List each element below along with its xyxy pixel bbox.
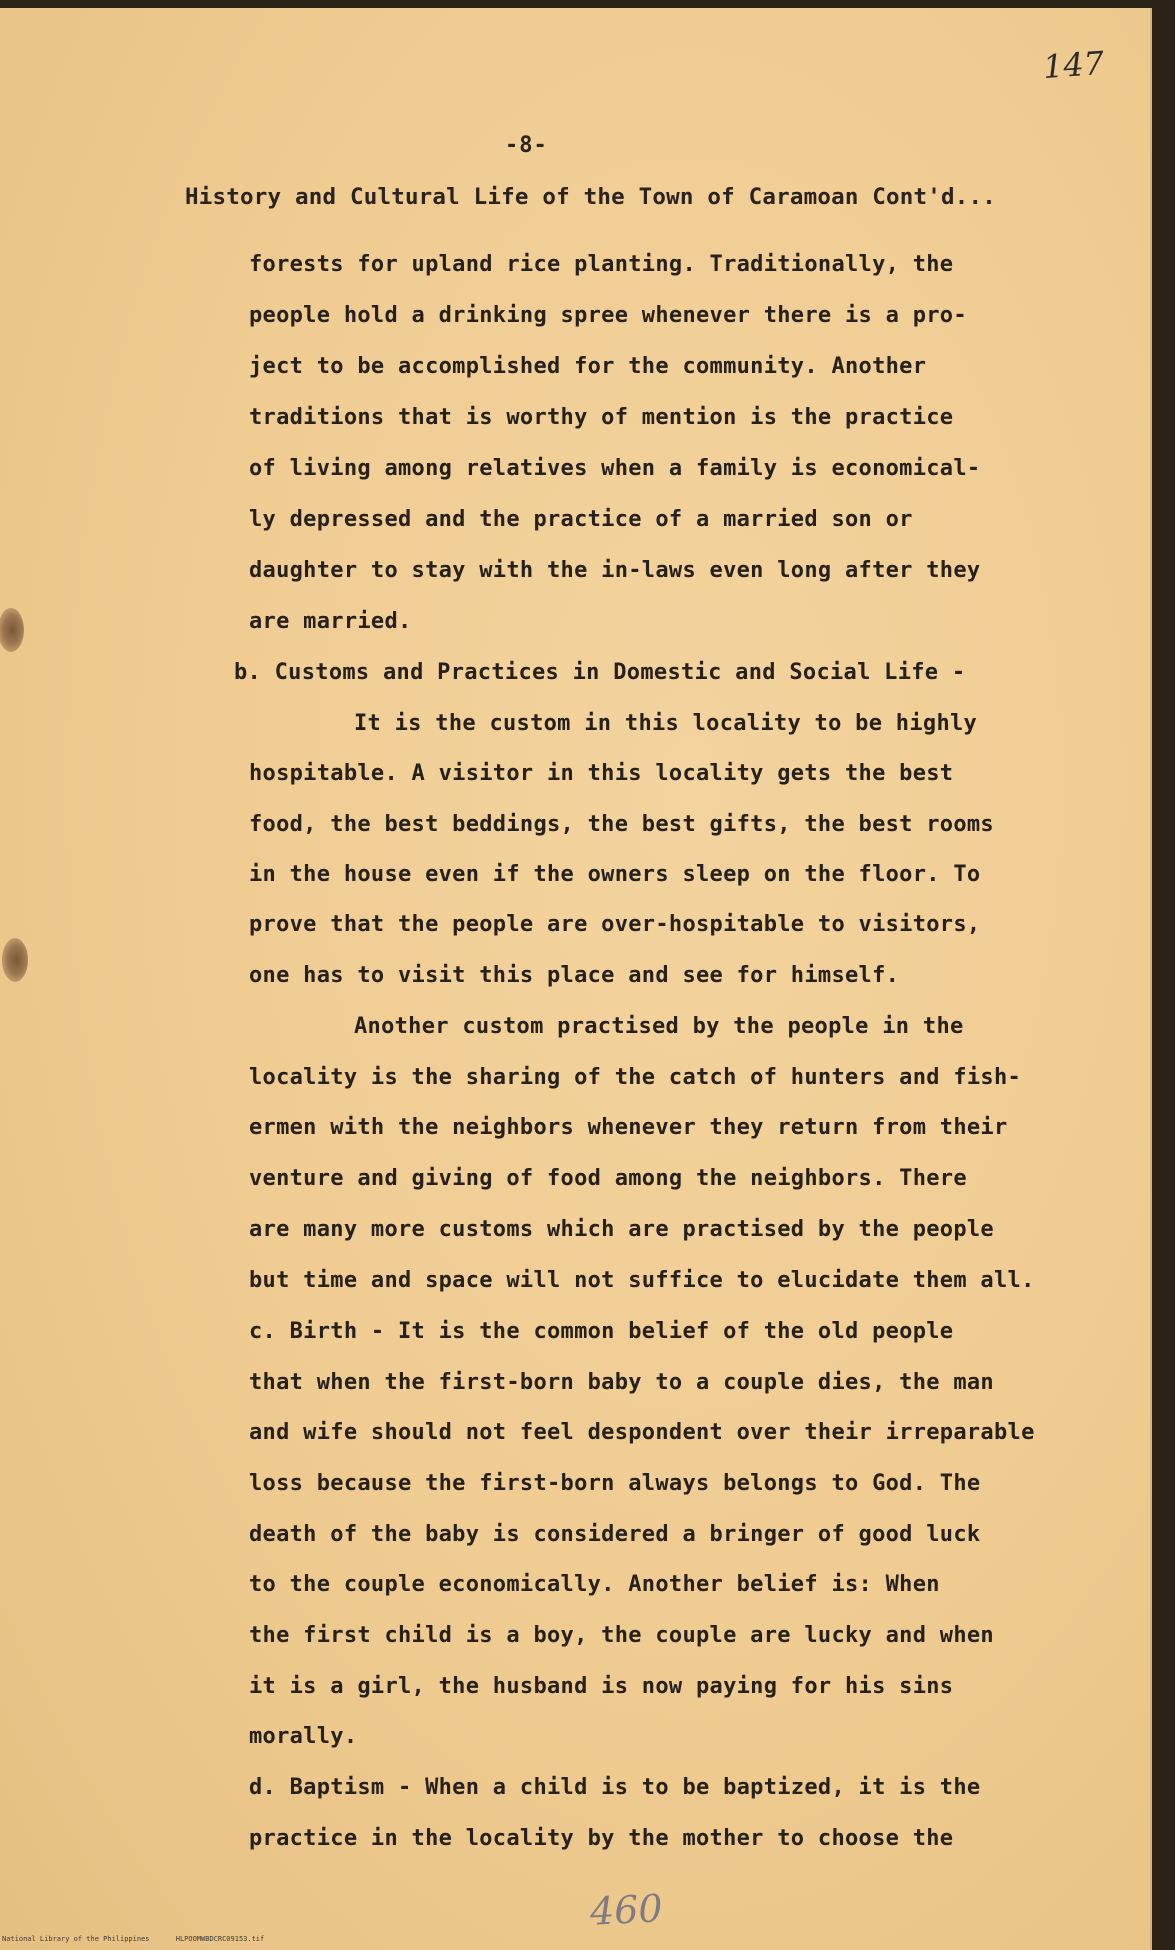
- body-line: to the couple economically. Another belief is: When: [249, 1572, 940, 1597]
- body-line: forests for upland rice planting. Traditionally, the: [249, 252, 954, 277]
- footer-file-id: HLPOOMWBDCRC09153.tif: [175, 1935, 265, 1943]
- body-line: venture and giving of food among the neighbors. There: [249, 1166, 967, 1191]
- body-line: loss because the first-born always belongs to God. The: [249, 1471, 981, 1496]
- page-marker: -8-: [505, 133, 548, 158]
- body-line: practice in the locality by the mother to choose the: [249, 1826, 954, 1851]
- body-line: it is a girl, the husband is now paying for his sins: [249, 1674, 954, 1699]
- scan-footer: [2, 1935, 264, 1943]
- body-line: traditions that is worthy of mention is the practice: [249, 405, 954, 430]
- body-line: the first child is a boy, the couple are lucky and when: [249, 1623, 994, 1648]
- body-line: morally.: [249, 1724, 358, 1749]
- page-heading: History and Cultural Life of the Town of Caramoan Cont'd...: [185, 184, 997, 210]
- body-line: and wife should not feel despondent over their irreparable: [249, 1420, 1035, 1445]
- archive-stamp-number: 460: [588, 1886, 664, 1934]
- binding-hole-top: [0, 608, 24, 652]
- body-line: food, the best beddings, the best gifts, the best rooms: [249, 812, 994, 837]
- body-line: are married.: [249, 609, 412, 634]
- body-line: ject to be accomplished for the community. Another: [249, 354, 927, 379]
- body-line: death of the baby is considered a bringer of good luck: [249, 1522, 981, 1547]
- body-line: ly depressed and the practice of a married son or: [249, 507, 913, 532]
- body-line: in the house even if the owners sleep on the floor. To: [249, 862, 981, 887]
- body-line: are many more customs which are practised by the people: [249, 1217, 994, 1242]
- document-page: [0, 8, 1152, 1950]
- section-heading-baptism: d. Baptism - When a child is to be baptized, it is the: [249, 1775, 981, 1800]
- body-line: people hold a drinking spree whenever there is a pro-: [249, 303, 967, 328]
- body-line: locality is the sharing of the catch of hunters and fish-: [249, 1065, 1022, 1090]
- binding-hole-bottom: [2, 938, 28, 982]
- body-line: daughter to stay with the in-laws even long after they: [249, 558, 981, 583]
- body-line: It is the custom in this locality to be highly: [354, 711, 978, 736]
- folio-number: 147: [1041, 43, 1106, 87]
- body-line: one has to visit this place and see for himself.: [249, 963, 900, 988]
- body-line: prove that the people are over-hospitable to visitors,: [249, 912, 981, 937]
- section-heading-customs: b. Customs and Practices in Domestic and Social Life -: [234, 660, 966, 685]
- body-line: ermen with the neighbors whenever they return from their: [249, 1115, 1008, 1140]
- body-line: hospitable. A visitor in this locality gets the best: [249, 761, 954, 786]
- body-line: but time and space will not suffice to elucidate them all.: [249, 1268, 1035, 1293]
- body-line: of living among relatives when a family is economical-: [249, 456, 981, 481]
- footer-library-name: National Library of the Philippines: [2, 1935, 150, 1943]
- body-line: that when the first-born baby to a couple dies, the man: [249, 1370, 994, 1395]
- body-line: Another custom practised by the people in the: [354, 1014, 964, 1039]
- section-heading-birth: c. Birth - It is the common belief of the old people: [249, 1319, 954, 1344]
